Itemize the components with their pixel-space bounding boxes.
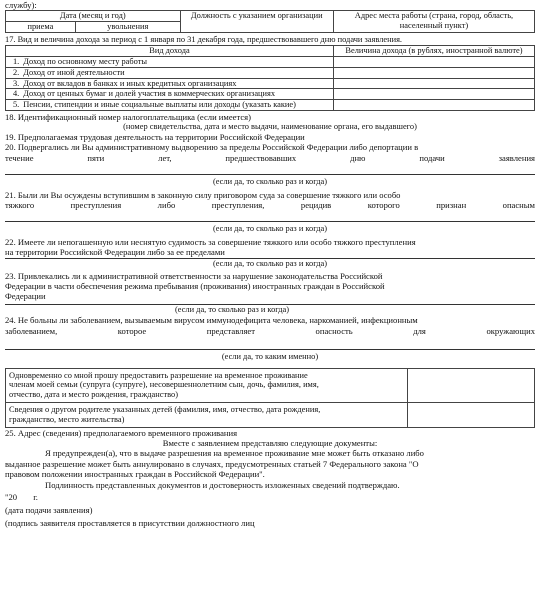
income-kind-header: Вид дохода [6, 45, 334, 56]
income-row-label: Доход по основному месту работы [21, 56, 333, 67]
income-row-num: 5. [6, 100, 22, 111]
family-members-label-line: членам моей семьи (супруга (супруге), несовершеннолетним сын, дочь, фамилия, имя, [9, 380, 319, 390]
income-amount-header: Величина дохода (в рублях, иностранной валюте) [333, 45, 534, 56]
date-start-header: приема [6, 22, 76, 33]
item18-title: 18. Идентификационный номер налогоплательщика (если имеется) [5, 112, 251, 123]
item21-answer-field[interactable] [5, 210, 535, 222]
item23-line2: Федерации в части обеспечения режима пребывания (проживания) иностранных граждан в Российской [5, 281, 385, 292]
income-row-num: 2. [6, 67, 22, 78]
warning-line2: выданное разрешение может быть аннулировано в случаях, предусмотренных статьей 7 Федерального закона "О [5, 458, 419, 469]
item21-line2: тяжкого преступления либо преступления, рецидив которого признан опасным [5, 199, 535, 210]
item24-hint: (если да, то каким именно) [221, 351, 319, 361]
warning-line1: Я предупрежден(а), что в выдаче разрешения на временное проживание мне может быть отказано либо [45, 448, 424, 459]
item17-title: 17. Вид и величина дохода за период с 1 января по 31 декабря года, предшествовавшего дню подачи заявления. [5, 34, 403, 44]
item20-answer-field[interactable] [5, 163, 535, 175]
income-row-value-field[interactable] [333, 89, 534, 100]
confirmation-text: Подлинность представленных документов и достоверность изложенных сведений подтверждаю. [45, 479, 400, 490]
income-row-value-field[interactable] [333, 56, 534, 67]
income-row [6, 67, 535, 78]
income-row-value-field[interactable] [333, 67, 534, 78]
income-row [6, 89, 535, 100]
income-row-label: Доход от ценных бумаг и долей участия в коммерческих организациях [21, 89, 333, 100]
item22-line2: на территории Российской Федерации либо за ее пределами [5, 247, 225, 257]
address-header: Адрес места работы (страна, город, область, населенный пункт) [333, 11, 534, 33]
item24-line1: 24. Не больны ли заболеванием, вызываемым вирусом иммунодефицита человека, наркоманией, инфекционным [5, 315, 418, 326]
income-row-num: 3. [6, 78, 22, 89]
income-row-num: 4. [6, 89, 22, 100]
item22-line1: 22. Имеете ли непогашенную или неснятую судимость за совершение тяжкого или особо тяжкого преступления [5, 236, 416, 247]
income-row-value-field[interactable] [333, 100, 534, 111]
item25-title: 25. Адрес (сведения) предполагаемого временного проживания [5, 428, 238, 439]
income-row [6, 78, 535, 89]
item19-title: 19. Предполагаемая трудовая деятельность на территории Российской Федерации [5, 132, 305, 143]
family-members-label-line: отчество, дата и место рождения, гражданство) [9, 390, 178, 400]
family-members-label-line: Одновременно со мной прошу предоставить разрешение на временное проживание [9, 370, 308, 380]
date-line: "20 г. [5, 491, 38, 502]
item24-answer-field[interactable] [5, 336, 535, 350]
item18-hint: (номер свидетельства, дата и место выдачи, наименование органа, его выдавшего) [123, 122, 417, 132]
date-end-header: увольнения [75, 22, 180, 33]
income-row [6, 100, 535, 111]
form-page [5, 0, 535, 528]
income-row-value-field[interactable] [333, 78, 534, 89]
documents-attached-label: Вместе с заявлением представляю следующие документы: [162, 438, 378, 449]
family-members-field[interactable] [408, 368, 535, 403]
income-table [5, 45, 535, 111]
family-table [5, 368, 535, 429]
income-row-num: 1. [6, 56, 22, 67]
item21-hint: (если да, то сколько раз и когда) [212, 223, 328, 233]
item23-line3: Федерации [5, 291, 46, 302]
other-parent-label-line: гражданство, место жительства) [9, 415, 125, 425]
income-row-label: Доход от иной деятельности [21, 67, 333, 78]
income-row-label: Доход от вкладов в банках и иных кредитных организациях [21, 78, 333, 89]
warning-line3: правовом положении иностранных граждан в Российской Федерации". [5, 468, 265, 479]
item24-line2: заболеванием, которое представляет опасность для окружающих [5, 325, 535, 336]
employment-table [5, 10, 535, 33]
item23-line1: 23. Привлекались ли к административной ответственности за нарушение законодательства Российской [5, 271, 383, 282]
item20-line1: 20. Подвергались ли Вы административному выдворению за пределы Российской Федерации либо депортации в [5, 142, 419, 153]
date-header: Дата (месяц и год) [6, 11, 181, 22]
other-parent-label-line: Сведения о другом родителе указанных детей (фамилия, имя, отчество, дата рождения, [9, 405, 321, 415]
signature-hint: (подпись заявителя проставляется в присутствии должностного лиц [5, 518, 255, 529]
date-hint: (дата подачи заявления) [5, 505, 93, 516]
item20-hint: (если да, то сколько раз и когда) [212, 176, 328, 186]
item21-line1: 21. Были ли Вы осуждены вступившим в законную силу приговором суда за совершение тяжкого или особо [5, 189, 401, 200]
position-header: Должность с указанием организации [180, 11, 333, 33]
income-row [6, 56, 535, 67]
other-parent-field[interactable] [408, 403, 535, 428]
other-parent-label [6, 403, 408, 428]
header-fragment: службу): [5, 0, 37, 10]
item20-line2: течение пяти лет, предшествовавших дню подачи заявления [5, 152, 535, 163]
item23-hint: (если да, то сколько раз и когда) [175, 305, 290, 315]
item22-hint: (если да, то сколько раз и когда) [5, 258, 535, 269]
income-row-label: Пенсии, стипендии и иные социальные выплаты или доходы (указать какие) [21, 100, 333, 111]
family-members-label [6, 368, 408, 403]
